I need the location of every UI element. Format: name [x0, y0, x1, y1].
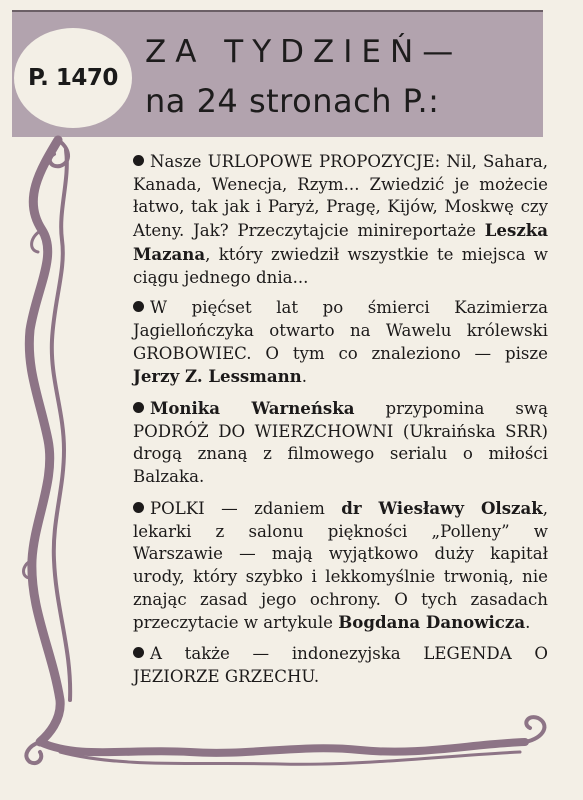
author-name: Bogdana Danowicza: [338, 612, 526, 633]
author-name: Leszka Mazana: [133, 220, 548, 264]
author-name: dr Wiesławy Olszak: [341, 497, 543, 518]
list-item: POLKI — zdaniem dr Wiesławy Olszak, lekarki z salonu piękności „Polleny” w Warszawie — mają wyjątkowo duży kapitał urody, który szybko i lekkomyślnie trwonią, nie znając zasad jego ochrony. O tych zasadach przeczytacie w artykule Bogdana Danowicza.: [133, 497, 548, 633]
bottom-swoosh-main: [40, 742, 525, 753]
bullet-dot-icon: [133, 502, 144, 513]
author-name: Monika Warneńska: [150, 398, 355, 419]
list-item: W pięćset lat po śmierci Kazimierza Jagiellończyka otwarto na Wawelu królewski GROBOWIEC. O tym co znaleziono — pisze Jerzy Z. Lessmann.: [133, 298, 548, 387]
issue-number: P. 1470: [28, 65, 118, 91]
bullet-dot-icon: [133, 402, 144, 413]
article-list: [133, 151, 548, 696]
bullet-dot-icon: [133, 301, 144, 312]
list-item: Nasze URLOPOWE PROPOZYCJE: Nil, Sahara, Kanada, Wenecja, Rzym... Zwiedzić je możecie łatwo, tak jak i Paryż, Pragę, Kijów, Moskwę czy Ateny. Jak? Przeczytajcie minireportaże Leszka Mazana, który zwiedził wszystkie te miejsca w ciągu jednego dnia...: [133, 152, 548, 287]
list-item: Monika Warneńska przypomina swą PODRÓŻ DO WIERZCHOWNI (Ukraińska SRR) drogą znaną z filmowego serialu o miłości Balzaka.: [133, 398, 549, 487]
bullet-dot-icon: [133, 647, 144, 658]
left-vine-outer: [29, 140, 60, 742]
bullet-dot-icon: [133, 155, 144, 166]
author-name: Jerzy Z. Lessmann: [133, 366, 302, 387]
bottom-right-curl: [525, 717, 544, 742]
title-line-2: na 24 stronach P.:: [145, 82, 440, 120]
left-vine-inner: [52, 150, 70, 700]
title-line-1: ZA TYDZIEŃ—: [145, 34, 463, 70]
list-item: A także — indonezyjska LEGENDA O JEZIORZE GRZECHU.: [133, 644, 548, 686]
